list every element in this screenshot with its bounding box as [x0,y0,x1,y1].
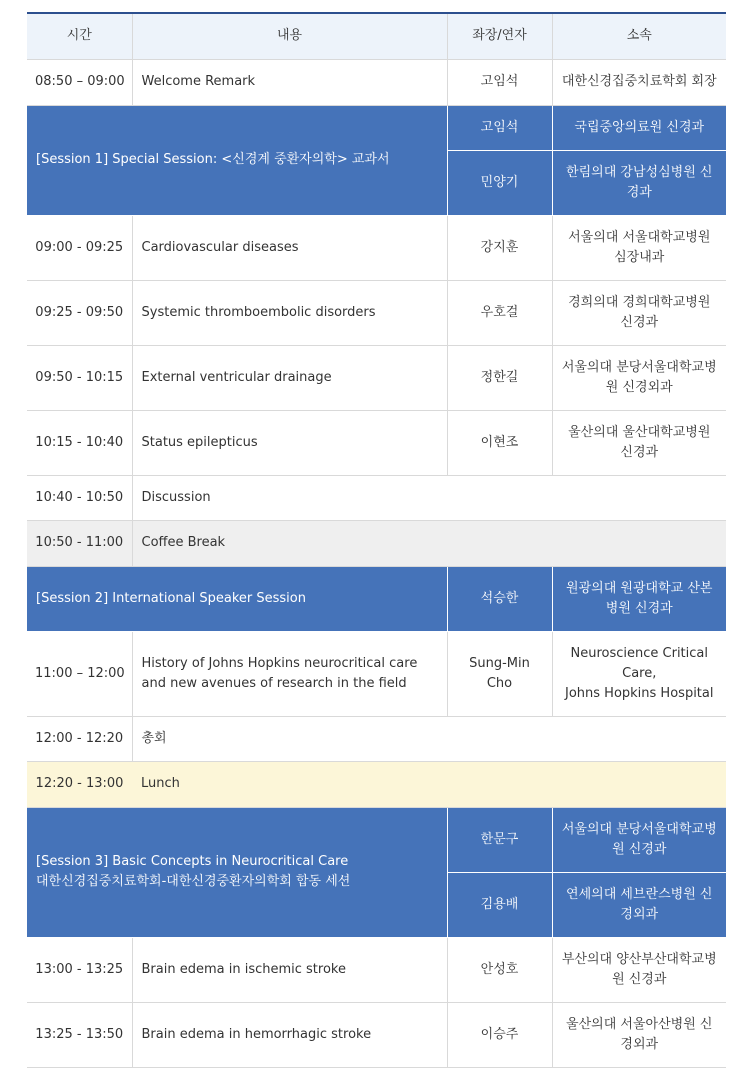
row-content: External ventricular drainage [132,345,447,410]
session-1-chair-1: 고임석 [447,105,552,150]
row-content: Brain edema in ischemic stroke [132,937,447,1002]
row-affiliation: 울산의대 울산대학교병원 신경과 [552,410,726,475]
row-time: 13:25 - 13:50 [27,1002,132,1067]
row-content: History of Johns Hopkins neurocritical care and new avenues of research in the field [132,631,447,716]
row-speaker: 강지훈 [447,215,552,280]
row-content: Coffee Break [132,520,726,566]
row-speaker: 이현조 [447,410,552,475]
row-affiliation: 경희의대 경희대학교병원 신경과 [552,280,726,345]
row-affiliation: 서울의대 서울대학교병원 심장내과 [552,215,726,280]
table-row [27,345,726,410]
session-1-chair-2: 민양기 [447,150,552,215]
header-affiliation: 소속 [552,13,726,59]
row-affiliation [552,631,726,716]
row-speaker: 안성호 [447,937,552,1002]
session-1-chair-2-affiliation: 한림의대 강남성심병원 신경과 [552,150,726,215]
table-row [27,475,726,520]
row-affiliation: 대한신경집중치료학회 회장 [552,59,726,105]
row-speaker: 이승주 [447,1002,552,1067]
row-content: 총회 [132,716,726,761]
row-speaker: 우호걸 [447,280,552,345]
session-3-chair-2: 김용배 [447,872,552,937]
header-time: 시간 [27,13,132,59]
session-1-chair-1-affiliation: 국립중앙의료원 신경과 [552,105,726,150]
session-3-row [27,807,726,872]
row-time: 12:00 - 12:20 [27,716,132,761]
session-1-title: [Session 1] Special Session: <신경계 중환자의학> 교과서 [27,105,447,215]
header-speaker: 좌장/연자 [447,13,552,59]
row-time: 13:00 - 13:25 [27,937,132,1002]
session-3-chair-1: 한문구 [447,807,552,872]
table-row [27,937,726,1002]
session-2-chair-1-affiliation: 원광의대 원광대학교 산본병원 신경과 [552,566,726,631]
program-schedule [27,12,726,1068]
row-affiliation: 부산의대 양산부산대학교병원 신경과 [552,937,726,1002]
table-header-row [27,13,726,59]
row-content: Discussion [132,475,726,520]
session-2-title: [Session 2] International Speaker Session [27,566,447,631]
table-row [27,631,726,716]
session-3-chair-1-affiliation: 서울의대 분당서울대학교병원 신경과 [552,807,726,872]
row-content: Welcome Remark [132,59,447,105]
row-time: 08:50 – 09:00 [27,59,132,105]
table-row [27,215,726,280]
session-3-chair-2-affiliation: 연세의대 세브란스병원 신경외과 [552,872,726,937]
coffee-break-row [27,520,726,566]
row-affiliation: 울산의대 서울아산병원 신경외과 [552,1002,726,1067]
row-time: 10:40 - 10:50 [27,475,132,520]
affiliation-line-1: Neuroscience Critical Care, [570,645,708,681]
row-content: Lunch [132,761,726,807]
header-content: 내용 [132,13,447,59]
row-content: Status epilepticus [132,410,447,475]
table-row [27,59,726,105]
lunch-row [27,761,726,807]
row-affiliation: 서울의대 분당서울대학교병원 신경외과 [552,345,726,410]
row-content: Brain edema in hemorrhagic stroke [132,1002,447,1067]
session-3-title-line-2: 대한신경집중치료학회-대한신경중환자의학회 합동 세션 [36,874,351,889]
table-row [27,280,726,345]
row-time: 12:20 - 13:00 [27,761,132,807]
table-row [27,716,726,761]
table-row [27,410,726,475]
schedule-table [27,12,726,1068]
row-time: 09:00 - 09:25 [27,215,132,280]
row-speaker: Sung-Min Cho [447,631,552,716]
session-1-row [27,105,726,150]
session-2-row [27,566,726,631]
row-content: Cardiovascular diseases [132,215,447,280]
row-speaker: 정한길 [447,345,552,410]
row-speaker: 고임석 [447,59,552,105]
row-time: 09:50 - 10:15 [27,345,132,410]
affiliation-line-2: Johns Hopkins Hospital [565,685,714,701]
row-content: Systemic thromboembolic disorders [132,280,447,345]
session-3-title [27,807,447,937]
row-time: 10:15 - 10:40 [27,410,132,475]
row-time: 11:00 – 12:00 [27,631,132,716]
session-2-chair-1: 석승한 [447,566,552,631]
row-time: 10:50 - 11:00 [27,520,132,566]
row-time: 09:25 - 09:50 [27,280,132,345]
session-3-title-line-1: [Session 3] Basic Concepts in Neurocritical Care [36,854,349,869]
table-row [27,1002,726,1067]
